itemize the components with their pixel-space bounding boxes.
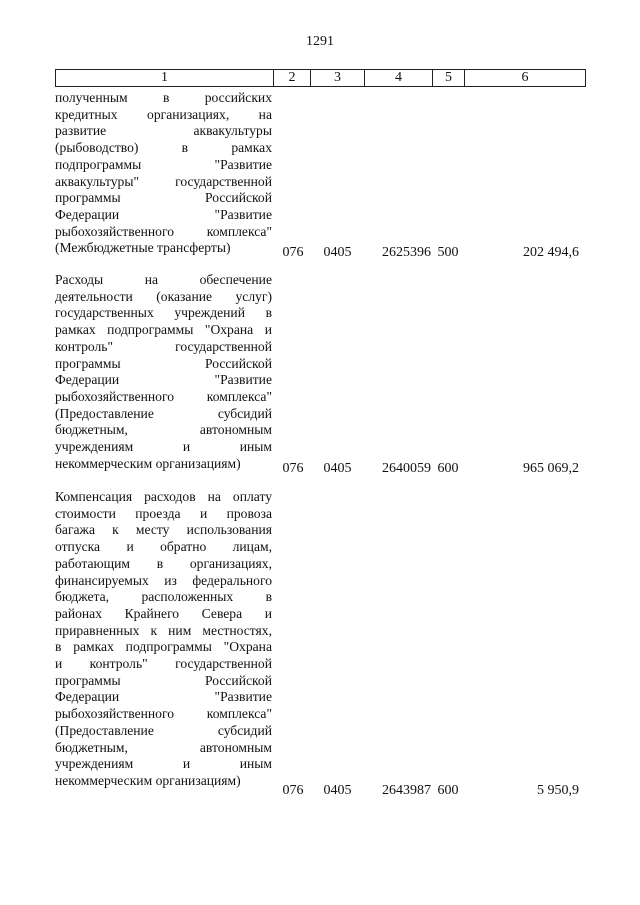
row-1-line: кредитных организациях, на bbox=[55, 106, 272, 122]
row-3-col-3: 0405 bbox=[323, 783, 352, 798]
row-1-line: полученным в российских bbox=[55, 90, 272, 105]
row-3-line: бюджета, расположенных в bbox=[55, 589, 272, 605]
row-2-line: деятельности (оказание услуг) bbox=[55, 288, 272, 304]
page-number: 1291 bbox=[306, 34, 334, 49]
row-3-line: рыбохозяйственного комплекса" bbox=[55, 706, 272, 722]
row-2-line: (Предоставление субсидий bbox=[55, 405, 272, 421]
header-col-4-label: 4 bbox=[395, 70, 402, 85]
table-row-3-description bbox=[55, 489, 272, 790]
row-2-line: контроль" государственной bbox=[55, 338, 272, 354]
row-2-line: некоммерческим организациям) bbox=[55, 455, 241, 471]
row-3-line: приравненных к ним местностях, bbox=[55, 622, 272, 638]
row-3-col-4: 2643987 bbox=[382, 783, 431, 798]
table-row-1-description bbox=[55, 90, 272, 257]
row-2-col-6: 965 069,2 bbox=[523, 461, 579, 476]
row-2-line: учреждениям и иным bbox=[55, 439, 272, 455]
row-3-line: багажа к месту использования bbox=[55, 522, 272, 538]
row-3-line: бюджетным, автономным bbox=[55, 739, 272, 755]
header-col-6 bbox=[464, 69, 586, 87]
row-2-col-3: 0405 bbox=[323, 461, 352, 476]
row-3-col-6: 5 950,9 bbox=[537, 783, 579, 798]
row-3-col-5: 600 bbox=[437, 783, 459, 798]
header-col-3-label: 3 bbox=[334, 70, 341, 85]
row-3-line: Компенсация расходов на оплату bbox=[55, 489, 272, 504]
row-1-col-3: 0405 bbox=[323, 245, 352, 260]
header-col-1 bbox=[55, 69, 274, 87]
row-3-line: некоммерческим организациям) bbox=[55, 772, 241, 788]
row-1-line: Федерации "Развитие bbox=[55, 206, 272, 222]
row-3-line: районах Крайнего Севера и bbox=[55, 605, 272, 621]
row-2-col-4: 2640059 bbox=[382, 461, 431, 476]
row-1-line: подпрограммы "Развитие bbox=[55, 156, 272, 172]
row-1-line: (рыбоводство) в рамках bbox=[55, 140, 272, 156]
row-1-col-2: 076 bbox=[282, 245, 304, 260]
header-col-6-label: 6 bbox=[521, 70, 529, 85]
row-3-line: в рамках подпрограммы "Охрана bbox=[55, 639, 272, 655]
row-2-line: Расходы на обеспечение bbox=[55, 272, 272, 287]
header-col-4 bbox=[364, 69, 433, 87]
header-col-5 bbox=[432, 69, 465, 87]
row-3-line: и контроль" государственной bbox=[55, 656, 272, 672]
table-row-2-description bbox=[55, 272, 272, 472]
row-1-line: аквакультуры" государственной bbox=[55, 173, 272, 189]
row-3-line: (Предоставление субсидий bbox=[55, 722, 272, 738]
row-3-line: отпуска и обратно лицам, bbox=[55, 539, 272, 555]
header-col-1-label: 1 bbox=[161, 70, 168, 85]
row-1-line: рыбохозяйственного комплекса" bbox=[55, 223, 272, 239]
row-3-line: Федерации "Развитие bbox=[55, 689, 272, 705]
row-2-col-5: 600 bbox=[437, 461, 459, 476]
header-col-3 bbox=[310, 69, 365, 87]
row-2-line: государственных учреждений в bbox=[55, 305, 272, 321]
row-2-line: бюджетным, автономным bbox=[55, 422, 272, 438]
row-3-line: работающим в организациях, bbox=[55, 555, 272, 571]
row-3-line: учреждениям и иным bbox=[55, 756, 272, 772]
row-1-col-5: 500 bbox=[437, 245, 459, 260]
row-2-line: программы Российской bbox=[55, 355, 272, 371]
row-3-line: программы Российской bbox=[55, 672, 272, 688]
row-1-line: развитие аквакультуры bbox=[55, 123, 272, 139]
row-1-col-4: 2625396 bbox=[382, 245, 431, 260]
row-1-col-6: 202 494,6 bbox=[523, 245, 579, 260]
row-3-col-2: 076 bbox=[282, 783, 304, 798]
row-2-line: рамках подпрограммы "Охрана и bbox=[55, 322, 272, 338]
header-col-2 bbox=[273, 69, 311, 87]
row-3-line: финансируемых из федерального bbox=[55, 572, 272, 588]
row-1-line: (Межбюджетные трансферты) bbox=[55, 240, 231, 256]
row-1-line: программы Российской bbox=[55, 190, 272, 206]
header-col-2-label: 2 bbox=[288, 70, 296, 85]
row-2-col-2: 076 bbox=[282, 461, 304, 476]
row-2-line: рыбохозяйственного комплекса" bbox=[55, 388, 272, 404]
header-col-5-label: 5 bbox=[445, 70, 452, 85]
row-3-line: стоимости проезда и провоза bbox=[55, 505, 272, 521]
row-2-line: Федерации "Развитие bbox=[55, 372, 272, 388]
